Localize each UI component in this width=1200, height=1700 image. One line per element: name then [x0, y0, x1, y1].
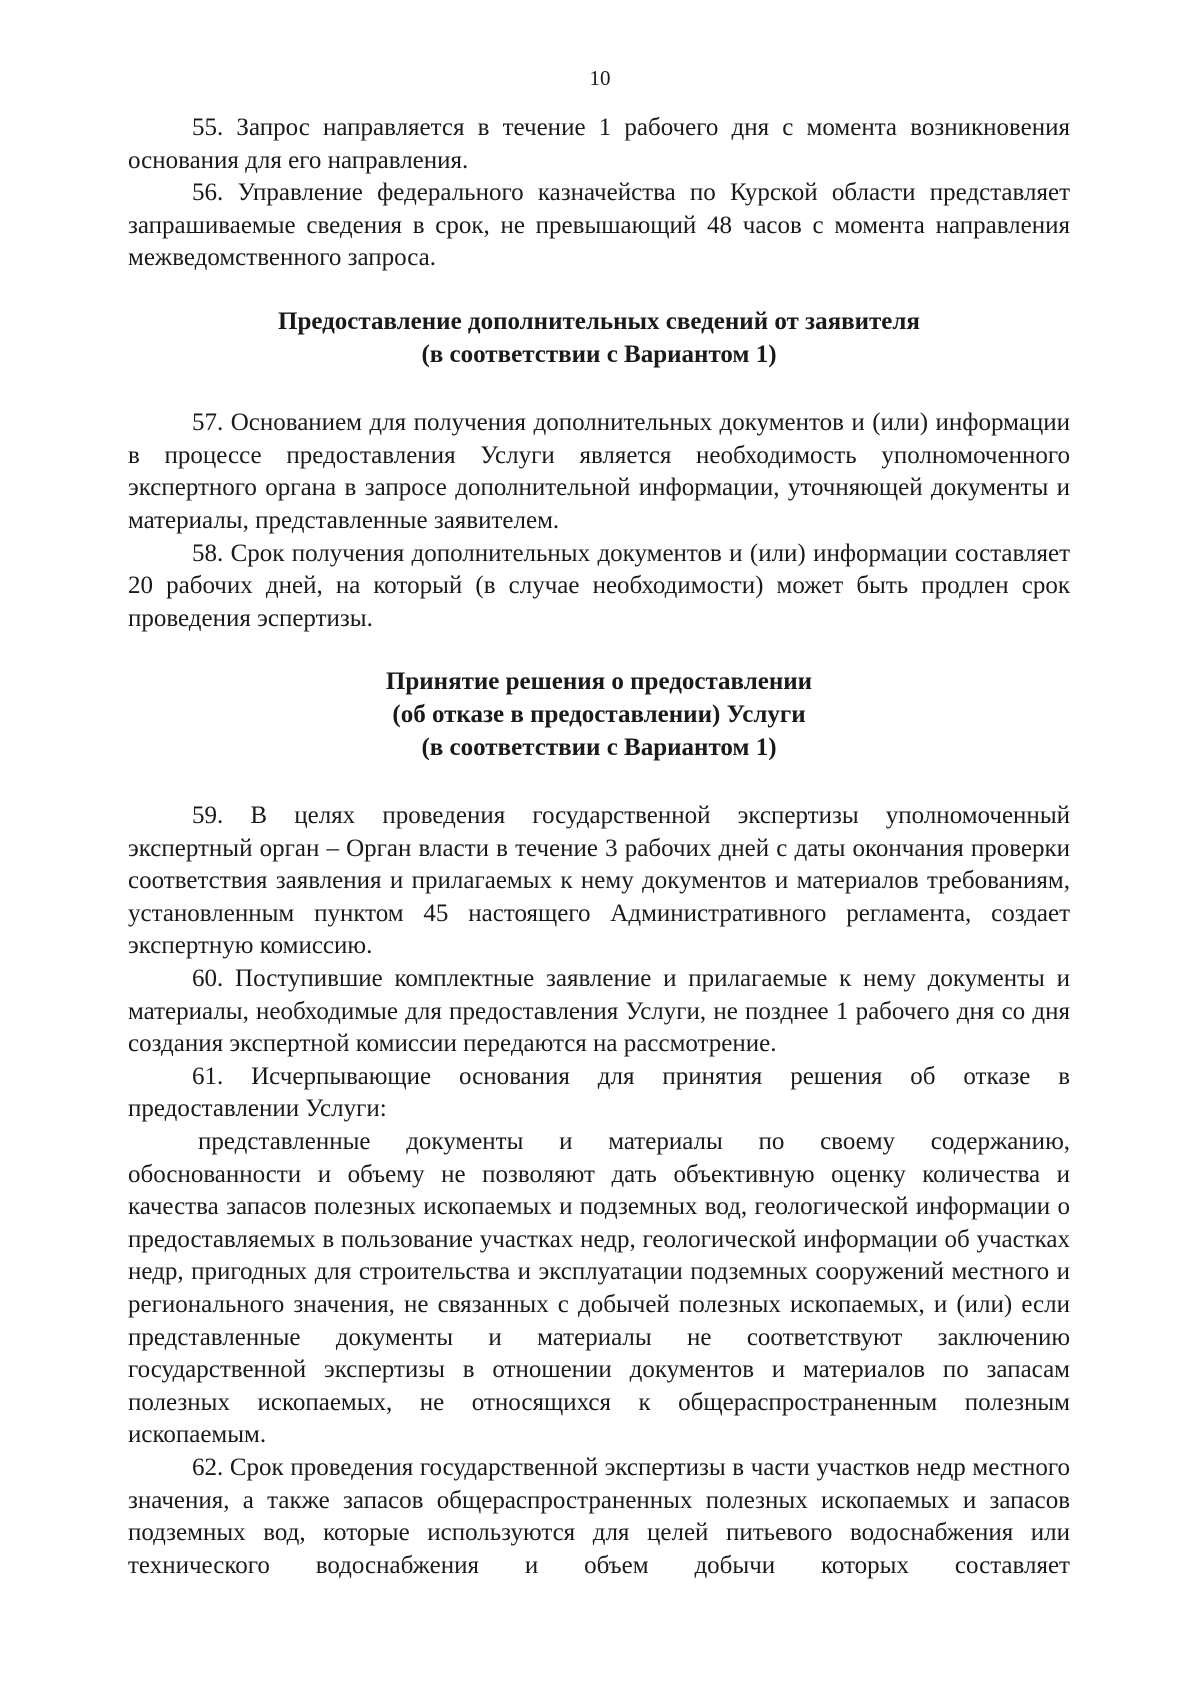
heading-line: (в соответствии с Вариантом 1) [421, 733, 777, 761]
spacer [128, 371, 1070, 407]
spacer [128, 635, 1070, 666]
document-body [128, 112, 1070, 1582]
paragraph-61-refusal-grounds: представленные документы и материалы по своему содержанию, обоснованности и объему не позволяют дать объективную оценку количества и качества запасов полезных ископаемых и подземных вод, геологической информации о предоставляемых в пользование участках недр, геологической информации об участках недр, пригодных для строительства и эксплуатации подземных сооружений местного и регионального значения, не связанных с добычей полезных ископаемых, и (или) если представленные документы и материалы не соответствуют заключению государственной экспертизы в отношении документов и материалов по запасам полезных ископаемых, не относящихся к общераспространенным полезным ископаемым. [128, 1128, 1070, 1449]
heading-line: (в соответствии с Вариантом 1) [421, 340, 777, 368]
spacer [128, 764, 1070, 800]
paragraph-61: 61. Исчерпывающие основания для принятия решения об отказе в предоставлении Услуги: [128, 1062, 1070, 1123]
paragraph-60: 60. Поступившие комплектные заявление и прилагаемые к нему документы и материалы, необходимые для предоставления Услуги, не позднее 1 рабочего дня со дня создания экспертной комиссии передаются на рассмотрение. [128, 965, 1070, 1058]
heading-line: Принятие решения о предоставлении [385, 668, 813, 696]
section-heading-decision [128, 666, 1070, 764]
paragraph-58: 58. Срок получения дополнительных документов и (или) информации составляет 20 рабочих дней, на который (в случае необходимости) может быть продлен срок проведения эспертизы. [128, 539, 1070, 632]
heading-line: (об отказе в предоставлении) Услуги [392, 700, 806, 728]
paragraph-62: 62. Срок проведения государственной экспертизы в части участков недр местного значения, а также запасов общераспространенных полезных ископаемых и запасов подземных вод, которые используются для целей питьевого водоснабжения или технического водоснабжения и объем добычи которых составляет [128, 1453, 1070, 1579]
heading-line: Предоставление дополнительных сведений от заявителя [278, 307, 920, 335]
paragraph-56: 56. Управление федерального казначейства по Курской области представляет запрашиваемые сведения в срок, не превышающий 48 часов с момента направления межведомственного запроса. [128, 179, 1070, 272]
paragraph-57: 57. Основанием для получения дополнительных документов и (или) информации в процессе предоставления Услуги является необходимость уполномоченного экспертного органа в запросе дополнительной информации, уточняющей документы и материалы, представленные заявителем. [128, 409, 1070, 534]
paragraph-59: 59. В целях проведения государственной экспертизы уполномоченный экспертный орган – Орган власти в течение 3 рабочих дней с даты окончания проверки соответствия заявления и прилагаемых к нему документов и материалов требованиям, установленным пунктом 45 настоящего Административного регламента, создает экспертную комиссию. [128, 802, 1070, 960]
paragraph-55: 55. Запрос направляется в течение 1 рабочего дня с момента возникновения основания для его направления. [128, 114, 1070, 174]
spacer [128, 275, 1070, 306]
section-heading-additional-info [128, 306, 1070, 371]
page-number: 10 [589, 66, 611, 90]
